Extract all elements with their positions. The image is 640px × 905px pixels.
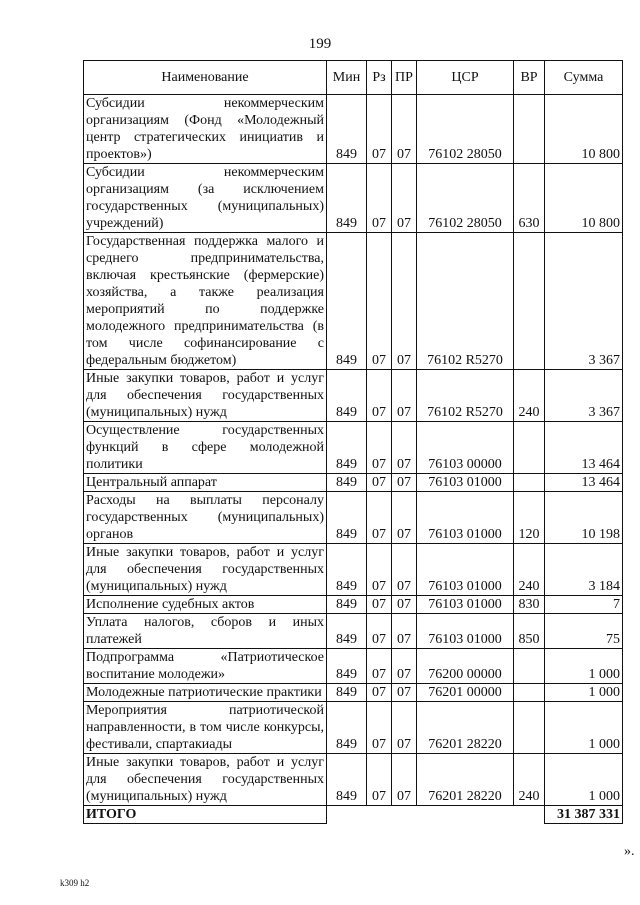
row-vr-cell (514, 422, 545, 474)
row-name-cell: Иные закупки товаров, работ и услуг для обеспечения государственных (муниципальных) нужд (84, 544, 327, 596)
row-vr-cell (514, 233, 545, 370)
row-min-cell: 849 (327, 474, 367, 492)
row-pr-cell: 07 (392, 492, 417, 544)
row-min-cell: 849 (327, 614, 367, 649)
row-rz-cell: 07 (367, 614, 392, 649)
row-name-cell: Государственная поддержка малого и среднего предпринимательства, включая крестьянские (фермерские) хозяйства, а также реализация мероприятий по поддержке молодежного предпринимательства (в том числе софинансирование с федеральным бюджетом) (84, 233, 327, 370)
row-sum-cell: 1 000 (545, 702, 623, 754)
header-name: Наименование (84, 61, 327, 95)
header-csr: ЦСР (417, 61, 514, 95)
row-csr-cell: 76201 28220 (417, 702, 514, 754)
row-sum-cell: 3 367 (545, 233, 623, 370)
page-number: 199 (308, 36, 332, 52)
row-rz-cell: 07 (367, 684, 392, 702)
table-row (84, 474, 623, 492)
row-pr-cell: 07 (392, 702, 417, 754)
total-empty-cell (392, 806, 417, 824)
row-pr-cell: 07 (392, 95, 417, 164)
row-csr-cell: 76200 00000 (417, 649, 514, 684)
footer-code: k309 h2 (60, 878, 90, 888)
row-csr-cell: 76103 01000 (417, 614, 514, 649)
row-pr-cell: 07 (392, 649, 417, 684)
row-rz-cell: 07 (367, 233, 392, 370)
table-row (84, 492, 623, 544)
row-pr-cell: 07 (392, 474, 417, 492)
table-row (84, 684, 623, 702)
row-name-cell: Молодежные патриотические практики (84, 684, 327, 702)
row-rz-cell: 07 (367, 754, 392, 806)
header-rz: Рз (367, 61, 392, 95)
row-name-cell: Субсидии некоммерческим организациям (Фонд «Молодежный центр стратегических инициатив и проектов») (84, 95, 327, 164)
row-rz-cell: 07 (367, 649, 392, 684)
total-label: ИТОГО (84, 806, 327, 824)
table-row (84, 649, 623, 684)
row-sum-cell: 10 198 (545, 492, 623, 544)
row-csr-cell: 76103 01000 (417, 474, 514, 492)
row-rz-cell: 07 (367, 492, 392, 544)
row-sum-cell: 1 000 (545, 754, 623, 806)
row-min-cell: 849 (327, 164, 367, 233)
row-min-cell: 849 (327, 702, 367, 754)
row-name-cell: Мероприятия патриотической направленности, в том числе конкурсы, фестивали, спартакиады (84, 702, 327, 754)
row-pr-cell: 07 (392, 596, 417, 614)
row-min-cell: 849 (327, 649, 367, 684)
total-empty-cell (367, 806, 392, 824)
row-rz-cell: 07 (367, 95, 392, 164)
row-sum-cell: 3 184 (545, 544, 623, 596)
total-empty-cell (327, 806, 367, 824)
row-pr-cell: 07 (392, 164, 417, 233)
row-sum-cell: 10 800 (545, 164, 623, 233)
row-csr-cell: 76103 01000 (417, 596, 514, 614)
row-vr-cell: 120 (514, 492, 545, 544)
row-name-cell: Иные закупки товаров, работ и услуг для обеспечения государственных (муниципальных) нужд (84, 370, 327, 422)
row-rz-cell: 07 (367, 370, 392, 422)
row-pr-cell: 07 (392, 754, 417, 806)
row-vr-cell: 240 (514, 754, 545, 806)
table-row (84, 233, 623, 370)
row-csr-cell: 76103 01000 (417, 492, 514, 544)
row-vr-cell (514, 684, 545, 702)
total-empty-cell (417, 806, 514, 824)
row-sum-cell: 13 464 (545, 474, 623, 492)
row-name-cell: Иные закупки товаров, работ и услуг для обеспечения государственных (муниципальных) нужд (84, 754, 327, 806)
row-pr-cell: 07 (392, 544, 417, 596)
table-row (84, 95, 623, 164)
closing-quote-mark: ». (624, 844, 635, 859)
row-vr-cell (514, 649, 545, 684)
row-name-cell: Подпрограмма «Патриотическое воспитание молодежи» (84, 649, 327, 684)
row-csr-cell: 76102 R5270 (417, 233, 514, 370)
total-row (84, 806, 623, 824)
row-min-cell: 849 (327, 492, 367, 544)
header-sum: Сумма (545, 61, 623, 95)
row-vr-cell: 240 (514, 544, 545, 596)
row-csr-cell: 76102 28050 (417, 95, 514, 164)
row-pr-cell: 07 (392, 422, 417, 474)
table-header-row (84, 61, 623, 95)
row-rz-cell: 07 (367, 596, 392, 614)
row-name-cell: Центральный аппарат (84, 474, 327, 492)
row-sum-cell: 10 800 (545, 95, 623, 164)
header-min: Мин (327, 61, 367, 95)
table-row (84, 596, 623, 614)
row-csr-cell: 76201 00000 (417, 684, 514, 702)
header-vr: ВР (514, 61, 545, 95)
row-vr-cell (514, 95, 545, 164)
row-rz-cell: 07 (367, 702, 392, 754)
table-row (84, 614, 623, 649)
row-min-cell: 849 (327, 370, 367, 422)
total-sum: 31 387 331 (545, 806, 623, 824)
row-pr-cell: 07 (392, 370, 417, 422)
row-sum-cell: 1 000 (545, 649, 623, 684)
row-pr-cell: 07 (392, 233, 417, 370)
row-name-cell: Расходы на выплаты персоналу государственных (муниципальных) органов (84, 492, 327, 544)
row-pr-cell: 07 (392, 614, 417, 649)
budget-table (83, 60, 623, 824)
row-min-cell: 849 (327, 754, 367, 806)
row-name-cell: Осуществление государственных функций в сфере молодежной политики (84, 422, 327, 474)
table-row (84, 754, 623, 806)
table-row (84, 544, 623, 596)
table-row (84, 422, 623, 474)
row-csr-cell: 76103 00000 (417, 422, 514, 474)
row-sum-cell: 1 000 (545, 684, 623, 702)
row-min-cell: 849 (327, 422, 367, 474)
header-pr: ПР (392, 61, 417, 95)
row-vr-cell: 240 (514, 370, 545, 422)
row-sum-cell: 75 (545, 614, 623, 649)
row-name-cell: Исполнение судебных актов (84, 596, 327, 614)
row-rz-cell: 07 (367, 544, 392, 596)
row-rz-cell: 07 (367, 474, 392, 492)
total-empty-cell (514, 806, 545, 824)
row-rz-cell: 07 (367, 164, 392, 233)
row-min-cell: 849 (327, 95, 367, 164)
row-pr-cell: 07 (392, 684, 417, 702)
table-row (84, 370, 623, 422)
row-min-cell: 849 (327, 684, 367, 702)
row-min-cell: 849 (327, 596, 367, 614)
row-rz-cell: 07 (367, 422, 392, 474)
row-csr-cell: 76201 28220 (417, 754, 514, 806)
row-sum-cell: 13 464 (545, 422, 623, 474)
row-csr-cell: 76102 R5270 (417, 370, 514, 422)
row-min-cell: 849 (327, 233, 367, 370)
row-name-cell: Уплата налогов, сборов и иных платежей (84, 614, 327, 649)
row-csr-cell: 76102 28050 (417, 164, 514, 233)
table-row (84, 702, 623, 754)
row-sum-cell: 3 367 (545, 370, 623, 422)
table-row (84, 164, 623, 233)
row-vr-cell: 630 (514, 164, 545, 233)
row-csr-cell: 76103 01000 (417, 544, 514, 596)
row-min-cell: 849 (327, 544, 367, 596)
row-sum-cell: 7 (545, 596, 623, 614)
row-vr-cell: 850 (514, 614, 545, 649)
row-vr-cell: 830 (514, 596, 545, 614)
row-vr-cell (514, 474, 545, 492)
row-vr-cell (514, 702, 545, 754)
row-name-cell: Субсидии некоммерческим организациям (за исключением государственных (муниципальных) учреждений) (84, 164, 327, 233)
